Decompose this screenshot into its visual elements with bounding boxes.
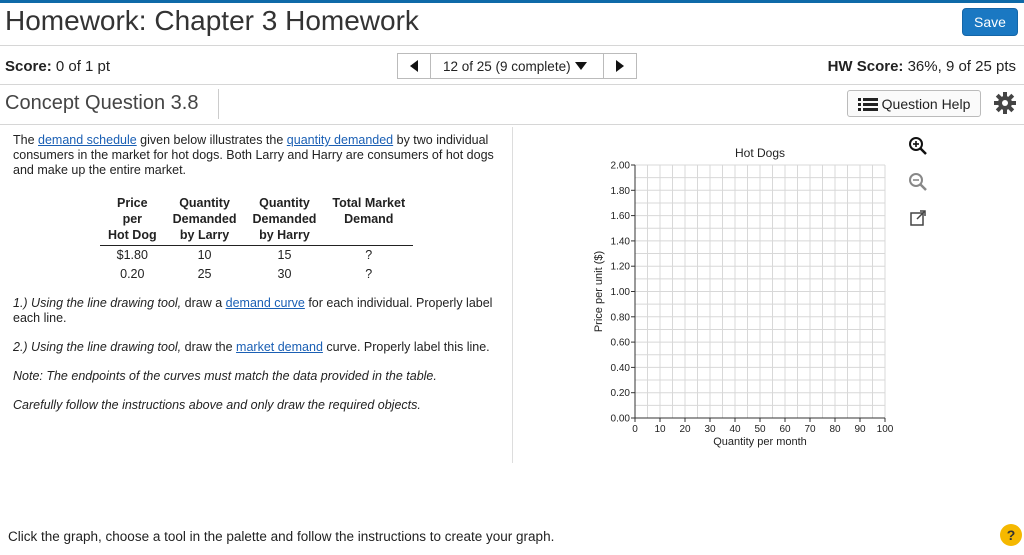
chart-title: Hot Dogs [734,146,786,160]
hot-dogs-graph[interactable] [580,130,900,455]
zoom-in-icon [908,136,928,156]
prev-question-button[interactable] [397,53,431,79]
x-tick-label: 30 [704,424,716,435]
y-tick-label: 1.40 [610,236,630,248]
table-row [100,246,413,266]
table-cell: 30 [277,267,292,281]
table-cell: $1.80 [116,248,148,262]
page-title: Homework: Chapter 3 Homework [5,5,419,36]
table-cell: ? [365,248,373,262]
popout-button[interactable] [905,205,931,231]
instruction-1: 1.) Using the line drawing tool, draw a demand curve for each individual. Properly label each line. [13,296,493,325]
question-title: Concept Question 3.8 [5,92,199,114]
external-link-icon [909,209,927,227]
table-cell: 15 [277,248,292,262]
score-value: 0 of 1 pt [55,58,111,75]
instruction-2: 2.) Using the line drawing tool, draw the market demand curve. Properly label this line. [13,340,490,354]
question-help-label: Question Help [881,95,971,112]
question-navigator [397,53,637,79]
divider [0,84,1024,85]
demand-schedule-link[interactable]: demand schedule [38,133,137,147]
divider [218,89,219,119]
x-tick-label: 90 [854,424,866,435]
column-header: Quantity Demanded by Harry [245,195,325,246]
y-tick-label: 0.60 [610,337,630,349]
market-demand-link[interactable]: market demand [236,340,323,354]
y-tick-label: 1.60 [610,211,630,223]
y-axis-label: Price per unit ($) [593,250,605,333]
divider [0,45,1024,46]
column-header: Total Market Demand [324,195,413,246]
x-tick-label: 40 [729,424,741,435]
quantity-demanded-link[interactable]: quantity demanded [286,133,394,147]
zoom-out-icon [908,172,928,192]
caret-right-icon [615,60,625,72]
gear-icon[interactable] [993,91,1017,115]
column-header: Quantity Demanded by Larry [165,195,245,246]
y-tick-label: 0.20 [610,388,630,400]
table-row [100,265,413,284]
table-cell: 25 [197,267,212,281]
x-tick-label: 70 [804,424,816,435]
x-axis-label: Quantity per month [713,436,807,448]
save-button[interactable]: Save [962,8,1018,36]
table-cell: 0.20 [120,267,145,281]
table-cell: ? [365,267,373,281]
instruction-careful: Carefully follow the instructions above and only draw the required objects. [13,398,421,412]
caret-down-icon [575,61,587,71]
question-selector[interactable] [431,53,603,79]
x-tick-label: 60 [779,424,791,435]
y-tick-label: 0.80 [610,312,630,324]
intro-text: The [13,133,39,147]
y-tick-label: 0.40 [610,362,630,374]
hw-score-value: 36%, 9 of 25 pts [907,58,1016,75]
help-button[interactable]: ? [1000,524,1022,546]
y-tick-label: 2.00 [610,160,630,172]
footer-instruction: Click the graph, choose a tool in the palette and follow the instructions to create your graph. [8,529,555,544]
x-tick-label: 50 [754,424,766,435]
table-cell: 10 [197,248,212,262]
intro-text: given below illustrates the [136,133,287,147]
score [5,58,110,75]
list-icon [858,97,878,111]
y-tick-label: 1.20 [610,261,630,273]
column-header: Price per Hot Dog [100,195,165,246]
zoom-out-button[interactable] [905,169,931,195]
y-tick-label: 1.00 [610,287,630,298]
question-help-button[interactable] [847,90,981,117]
table-header-row [100,195,413,246]
y-tick-label: 1.80 [610,185,630,197]
score-label: Score: [5,58,52,75]
y-tick-label: 0.00 [610,413,630,425]
intro-text: by two individual consumers in the market for hot dogs. Both Larry and Harry are consumers of hot dogs and make up the entire market. [13,133,494,177]
hw-score [828,58,1016,75]
instruction-note: Note: The endpoints of the curves must match the data provided in the table. [13,369,437,383]
next-question-button[interactable] [603,53,637,79]
zoom-in-button[interactable] [905,133,931,159]
x-tick-label: 10 [654,424,666,435]
x-tick-label: 100 [876,424,894,435]
caret-left-icon [409,60,419,72]
panel-divider [512,127,513,463]
question-progress: 12 of 25 (9 complete) [443,58,571,74]
top-accent-bar [0,0,1024,3]
hw-score-label: HW Score: [827,58,904,75]
divider [0,124,1024,125]
question-intro [13,133,508,178]
x-tick-label: 20 [679,424,691,435]
demand-curve-link[interactable]: demand curve [225,296,305,310]
x-tick-label: 80 [829,424,841,435]
demand-schedule-table [100,195,413,284]
tool-palette [905,133,931,231]
x-tick-label: 0 [632,424,638,435]
